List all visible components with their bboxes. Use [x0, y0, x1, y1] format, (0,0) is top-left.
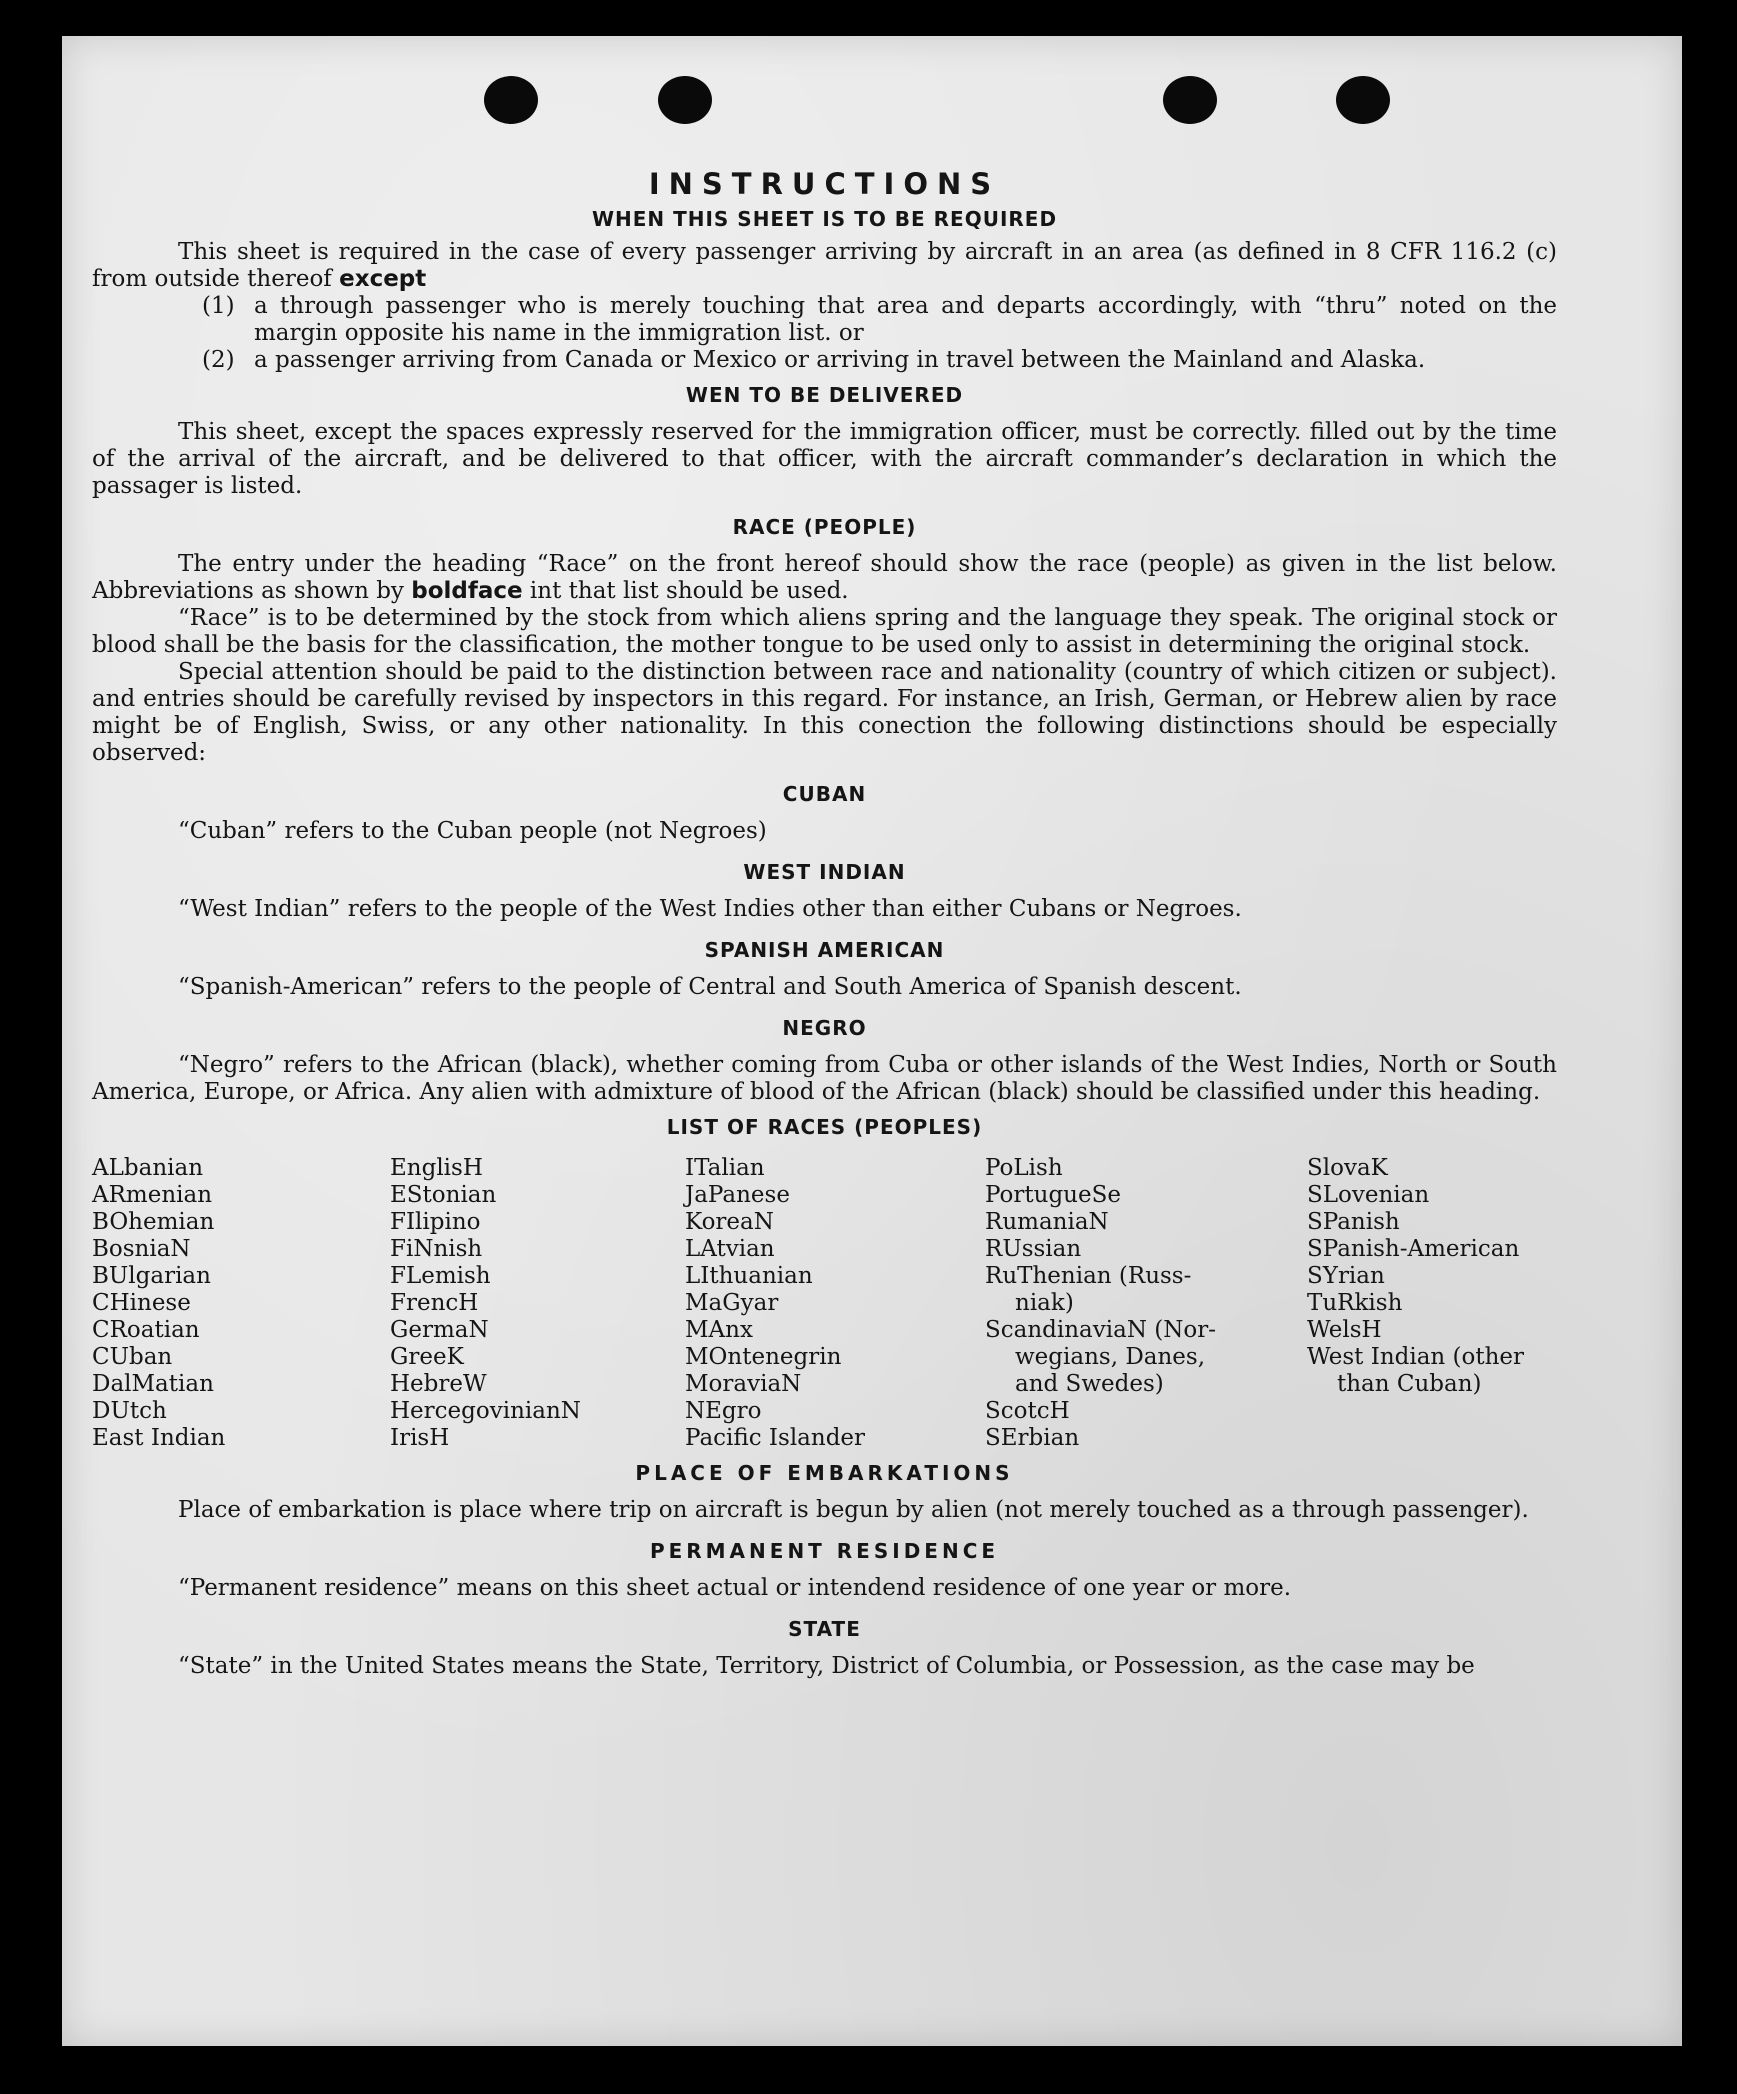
race-item: Pacific Islander: [685, 1425, 866, 1451]
races-list: [92, 1155, 1557, 1452]
section-heading-permanent-residence: PERMANENT RESIDENCE: [649, 1539, 1000, 1563]
race-item: CRoatian: [92, 1317, 200, 1343]
when-required-intro: [92, 239, 1557, 293]
race-item: SErbian: [985, 1425, 1080, 1451]
section-heading-state: STATE: [788, 1617, 861, 1641]
race-item: FLemish: [390, 1263, 491, 1289]
race-item: CHinese: [92, 1290, 191, 1316]
races-column-3: [685, 1155, 985, 1452]
race-item: HebreW: [390, 1371, 487, 1397]
race-item: GermaN: [390, 1317, 489, 1343]
races-column-1: [92, 1155, 390, 1452]
race-item: IrisH: [390, 1425, 450, 1451]
except-bold-word: except: [339, 266, 427, 292]
section-heading-when-delivered: WEN TO BE DELIVERED: [685, 383, 964, 407]
race-item: FiNnish: [390, 1236, 483, 1262]
section-heading-place-of-embarkation: PLACE OF EMBARKATIONS: [635, 1461, 1014, 1485]
race-item: ARmenian: [92, 1182, 213, 1208]
race-item: PortugueSe: [985, 1182, 1121, 1208]
race-item: FIlipino: [390, 1209, 481, 1235]
cuban-text: “Cuban” refers to the Cuban people (not Negroes): [178, 818, 767, 844]
race-item: FrencH: [390, 1290, 479, 1316]
page-title: INSTRUCTIONS: [648, 167, 1001, 201]
race-item: ITalian: [685, 1155, 765, 1181]
race-item: EStonian: [390, 1182, 497, 1208]
race-item: JaPanese: [685, 1182, 790, 1208]
race-item-continuation: than Cuban): [1337, 1371, 1482, 1397]
race-item: MoraviaN: [685, 1371, 802, 1397]
punch-hole: [484, 76, 538, 124]
race-item: MAnx: [685, 1317, 753, 1343]
list-item-text: a passenger arriving from Canada or Mexico or arriving in travel between the Mainland and Alaska.: [254, 347, 1426, 373]
when-delivered-text: This sheet, except the spaces expressly reserved for the immigration officer, must be correctly. filled out by the time of the arrival of the aircraft, and be delivered to that officer, with the aircraft commander’s declaration in which the passager is listed.: [92, 419, 1557, 499]
race-item: West Indian (other: [1307, 1344, 1525, 1370]
permanent-residence-text: “Permanent residence” means on this sheet actual or intendend residence of one year or more.: [178, 1575, 1292, 1601]
list-item-number: (2): [202, 347, 235, 373]
race-item: DUtch: [92, 1398, 167, 1424]
section-heading-west-indian: WEST INDIAN: [743, 860, 906, 884]
negro-text: “Negro” refers to the African (black), whether coming from Cuba or other islands of the West Indies, North or South America, Europe, or Africa. Any alien with admixture of blood of the African (black) should be classified under this heading.: [92, 1052, 1557, 1105]
race-item: KoreaN: [685, 1209, 774, 1235]
race-paragraph-3: Special attention should be paid to the distinction between race and nationality (country of which citizen or subject). and entries should be carefully revised by inspectors in this regard. For instance, an Irish, German, or Hebrew alien by race might be of English, Swiss, or any other nationality. In this conection the following distinctions should be especially observed:: [92, 659, 1557, 766]
race-item: HercegovinianN: [390, 1398, 581, 1424]
west-indian-text: “West Indian” refers to the people of the West Indies other than either Cubans or Negroes.: [178, 896, 1242, 922]
race-item: SYrian: [1307, 1263, 1385, 1289]
race-item: SlovaK: [1307, 1155, 1388, 1181]
race-item-continuation: and Swedes): [1015, 1371, 1164, 1397]
race-item: TuRkish: [1307, 1290, 1403, 1316]
section-heading-cuban: CUBAN: [782, 782, 867, 806]
list-item: [92, 293, 1557, 347]
race-item: SPanish: [1307, 1209, 1400, 1235]
race-item: CUban: [92, 1344, 173, 1370]
section-heading-race: RACE (PEOPLE): [732, 515, 917, 539]
race-item-continuation: wegians, Danes,: [1015, 1344, 1206, 1370]
when-required-intro-text: This sheet is required in the case of every passenger arriving by aircraft in an area (as defined in 8 CFR 116.2 (c) from outside thereof: [92, 239, 1557, 292]
race-item: DalMatian: [92, 1371, 214, 1397]
race-paragraph-1: [92, 551, 1557, 605]
races-column-4: [985, 1155, 1307, 1452]
list-item: [92, 347, 1557, 374]
place-of-embarkation-text: Place of embarkation is place where trip on aircraft is begun by alien (not merely touched as a through passenger).: [178, 1497, 1529, 1523]
race-item: LAtvian: [685, 1236, 775, 1262]
punch-hole: [1336, 76, 1390, 124]
state-text: “State” in the United States means the State, Territory, District of Columbia, or Possession, as the case may be: [178, 1653, 1475, 1679]
races-column-5: [1307, 1155, 1557, 1452]
race-item: LIthuanian: [685, 1263, 813, 1289]
spanish-american-text: “Spanish-American” refers to the people of Central and South America of Spanish descent.: [178, 974, 1242, 1000]
race-item: BosniaN: [92, 1236, 191, 1262]
race-item: EnglisH: [390, 1155, 483, 1181]
race-item: ALbanian: [92, 1155, 204, 1181]
race-item: RumaniaN: [985, 1209, 1109, 1235]
race-item: MOntenegrin: [685, 1344, 842, 1370]
instructions-content: [92, 167, 1557, 1680]
race-item: SPanish-American: [1307, 1236, 1520, 1262]
race-paragraph-1-tail: int that list should be used.: [522, 578, 849, 604]
race-item: MaGyar: [685, 1290, 779, 1316]
section-heading-spanish-american: SPANISH AMERICAN: [704, 938, 945, 962]
race-paragraph-2: “Race” is to be determined by the stock from which aliens spring and the language they speak. The original stock or blood shall be the basis for the classification, the mother tongue to be used only to assist in determining the original stock.: [92, 605, 1557, 658]
race-item: East Indian: [92, 1425, 226, 1451]
section-heading-when-required: WHEN THIS SHEET IS TO BE REQUIRED: [591, 207, 1058, 231]
race-item: GreeK: [390, 1344, 464, 1370]
boldface-bold-word: boldface: [411, 578, 523, 604]
race-paragraph-1-text: The entry under the heading “Race” on the front hereof should show the race (people) as given in the list below. Abbreviations as shown by: [92, 551, 1557, 604]
section-heading-negro: NEGRO: [782, 1016, 867, 1040]
race-item: WelsH: [1307, 1317, 1382, 1343]
list-item-text: a through passenger who is merely touching that area and departs accordingly, with “thru” noted on the margin opposite his name in the immigration list. or: [254, 293, 1557, 346]
race-item: BOhemian: [92, 1209, 215, 1235]
punch-hole: [1163, 76, 1217, 124]
punch-hole: [658, 76, 712, 124]
race-item: SLovenian: [1307, 1182, 1430, 1208]
race-item: ScandinaviaN (Nor-: [985, 1317, 1216, 1343]
race-item: ScotcH: [985, 1398, 1070, 1424]
list-item-number: (1): [202, 293, 235, 319]
race-item: PoLish: [985, 1155, 1063, 1181]
race-item: BUlgarian: [92, 1263, 211, 1289]
race-item: RuThenian (Russ-: [985, 1263, 1192, 1289]
races-column-2: [390, 1155, 685, 1452]
race-item: RUssian: [985, 1236, 1082, 1262]
race-item: NEgro: [685, 1398, 762, 1424]
document-page: [62, 36, 1682, 2046]
race-item-continuation: niak): [1015, 1290, 1074, 1316]
section-heading-list-of-races: LIST OF RACES (PEOPLES): [666, 1115, 983, 1139]
